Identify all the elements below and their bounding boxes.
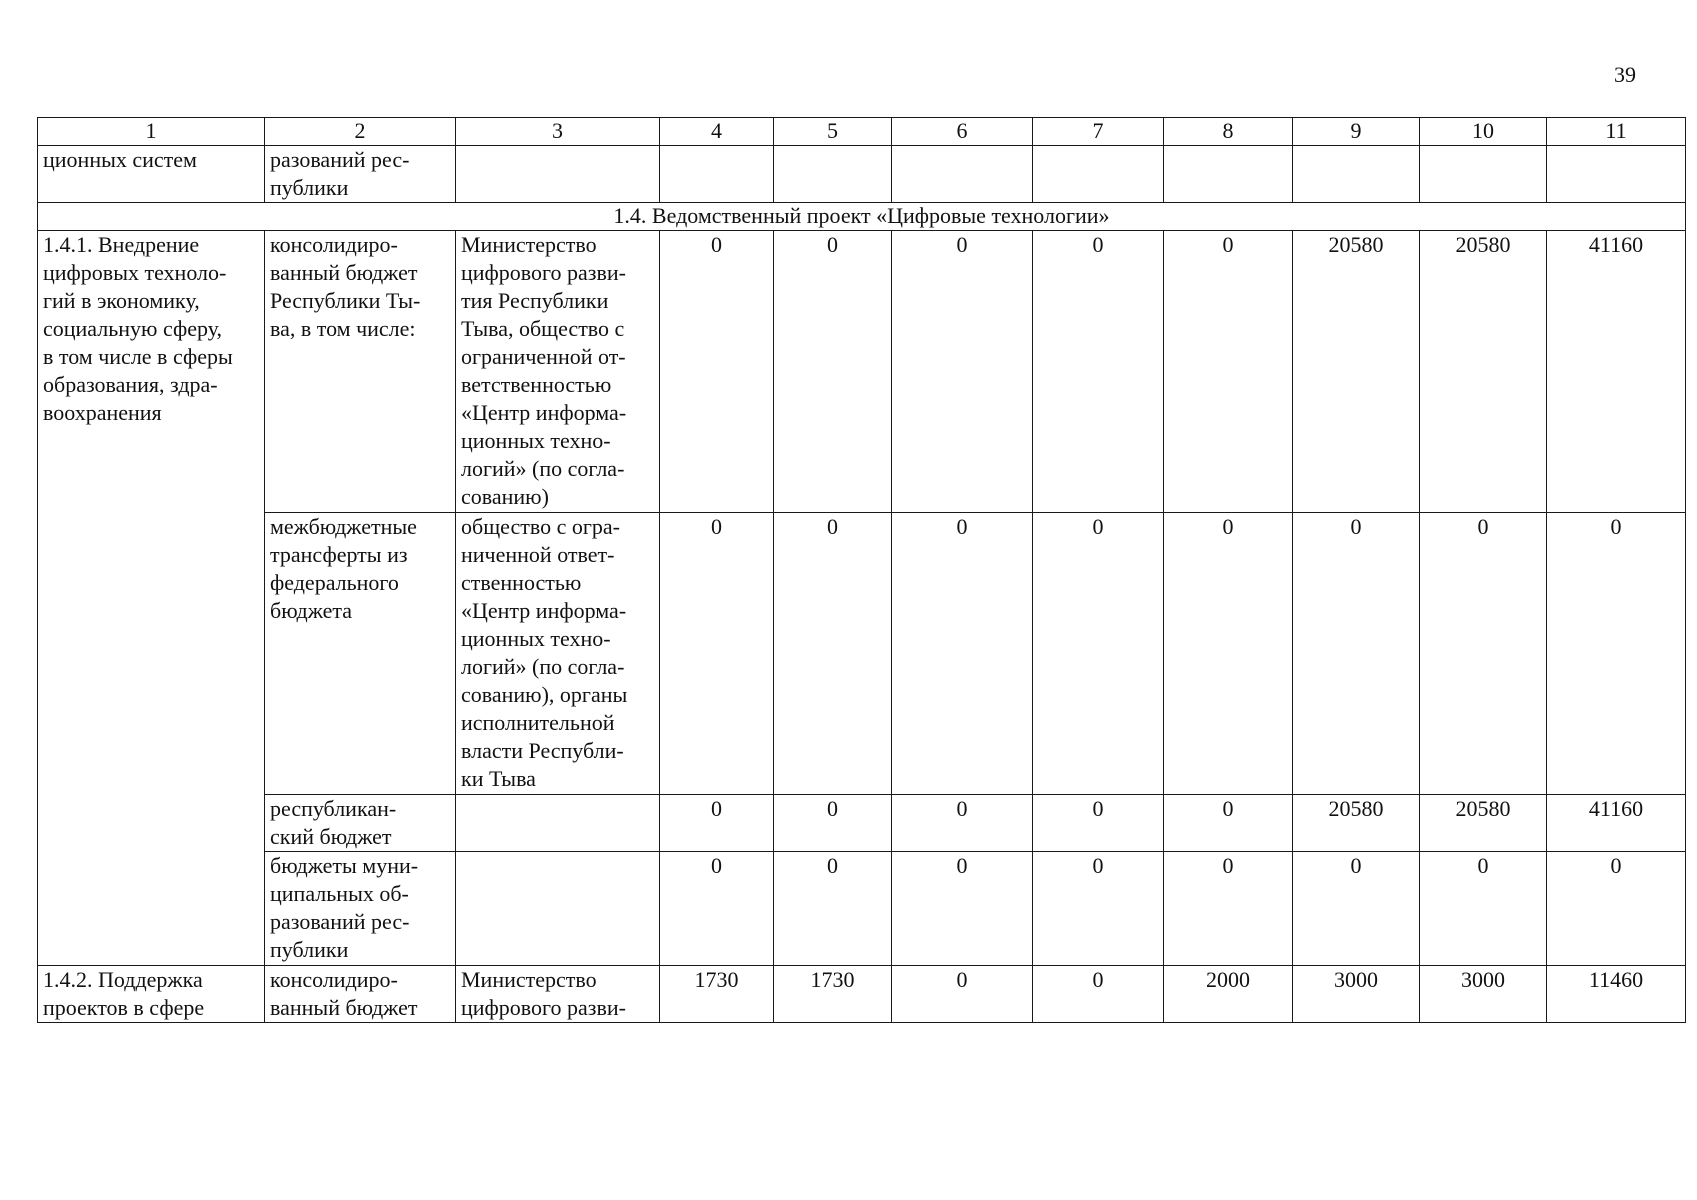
value-cell: 0 [660, 795, 774, 852]
value-cell: 1730 [660, 966, 774, 1023]
value-cell: 0 [1547, 852, 1686, 966]
section-row [38, 203, 1686, 231]
value-cell: 0 [1164, 513, 1293, 795]
value-cell: 0 [1164, 231, 1293, 513]
funding-source-cell: консолидиро- ванный бюджет Республики Ты- ва, в том числе: [265, 231, 456, 513]
empty-cell [1164, 146, 1293, 203]
continuation-row [38, 146, 1686, 203]
value-cell: 0 [774, 513, 892, 795]
value-cell: 0 [1164, 852, 1293, 966]
funding-source-cell: республикан- ский бюджет [265, 795, 456, 852]
value-cell: 1730 [774, 966, 892, 1023]
empty-cell [1293, 146, 1420, 203]
value-cell: 0 [892, 231, 1033, 513]
column-header: 5 [774, 118, 892, 146]
funding-source-cell: консолидиро- ванный бюджет [265, 966, 456, 1023]
column-header: 11 [1547, 118, 1686, 146]
value-cell: 0 [774, 795, 892, 852]
empty-cell [892, 146, 1033, 203]
table-row [38, 513, 1686, 795]
funding-source-cell: межбюджетные трансферты из федерального бюджета [265, 513, 456, 795]
value-cell: 0 [1293, 852, 1420, 966]
value-cell: 2000 [1164, 966, 1293, 1023]
empty-cell [1547, 146, 1686, 203]
value-cell: 20580 [1420, 795, 1547, 852]
page-number: 39 [1614, 62, 1636, 87]
value-cell: 0 [1420, 513, 1547, 795]
value-cell: 20580 [1293, 231, 1420, 513]
value-cell: 0 [774, 852, 892, 966]
value-cell: 3000 [1293, 966, 1420, 1023]
value-cell: 0 [1033, 966, 1164, 1023]
empty-cell [1420, 146, 1547, 203]
executor-cell [456, 852, 660, 966]
measure-title-1-4-1: 1.4.1. Внедрение цифровых техноло- гий в экономику, социальную сферу, в том числе в сферы образования, здра- воохранения [38, 231, 265, 966]
measure-title-1-4-2: 1.4.2. Поддержка проектов в сфере [38, 966, 265, 1023]
value-cell: 0 [892, 513, 1033, 795]
value-cell: 11460 [1547, 966, 1686, 1023]
value-cell: 0 [1293, 513, 1420, 795]
table-row [38, 795, 1686, 852]
value-cell: 3000 [1420, 966, 1547, 1023]
continuation-source-cell: разований рес- публики [265, 146, 456, 203]
column-header: 8 [1164, 118, 1293, 146]
value-cell: 20580 [1420, 231, 1547, 513]
column-header: 7 [1033, 118, 1164, 146]
column-header: 4 [660, 118, 774, 146]
empty-cell [1033, 146, 1164, 203]
value-cell: 0 [660, 513, 774, 795]
value-cell: 0 [660, 231, 774, 513]
empty-cell [660, 146, 774, 203]
value-cell: 0 [774, 231, 892, 513]
executor-cell: Министерство цифрового разви- [456, 966, 660, 1023]
empty-cell [456, 146, 660, 203]
value-cell: 0 [892, 852, 1033, 966]
table-row [38, 966, 1686, 1023]
executor-cell: общество с огра- ниченной ответ- ственностью «Центр информа- ционных техно- логий» (по согла- сованию), органы исполнительной власти Республи- ки Тыва [456, 513, 660, 795]
table-header-row [38, 118, 1686, 146]
column-header: 3 [456, 118, 660, 146]
executor-cell [456, 795, 660, 852]
value-cell: 0 [1164, 795, 1293, 852]
table-row [38, 852, 1686, 966]
value-cell: 0 [660, 852, 774, 966]
value-cell: 0 [892, 795, 1033, 852]
continuation-measure-cell: ционных систем [38, 146, 265, 203]
column-header: 9 [1293, 118, 1420, 146]
table-row [38, 231, 1686, 513]
budget-table [37, 117, 1686, 1023]
executor-cell: Министерство цифрового разви- тия Республики Тыва, общество с ограниченной от- ветственностью «Центр информа- ционных техно- логий» (по согла- сованию) [456, 231, 660, 513]
value-cell: 0 [1033, 513, 1164, 795]
column-header: 10 [1420, 118, 1547, 146]
column-header: 6 [892, 118, 1033, 146]
value-cell: 0 [1033, 852, 1164, 966]
value-cell: 0 [1033, 231, 1164, 513]
value-cell: 0 [892, 966, 1033, 1023]
section-title: 1.4. Ведомственный проект «Цифровые технологии» [38, 203, 1686, 231]
value-cell: 20580 [1293, 795, 1420, 852]
column-header: 2 [265, 118, 456, 146]
value-cell: 41160 [1547, 231, 1686, 513]
value-cell: 0 [1547, 513, 1686, 795]
empty-cell [774, 146, 892, 203]
value-cell: 0 [1033, 795, 1164, 852]
funding-source-cell: бюджеты муни- ципальных об- разований рес- публики [265, 852, 456, 966]
column-header: 1 [38, 118, 265, 146]
value-cell: 41160 [1547, 795, 1686, 852]
value-cell: 0 [1420, 852, 1547, 966]
